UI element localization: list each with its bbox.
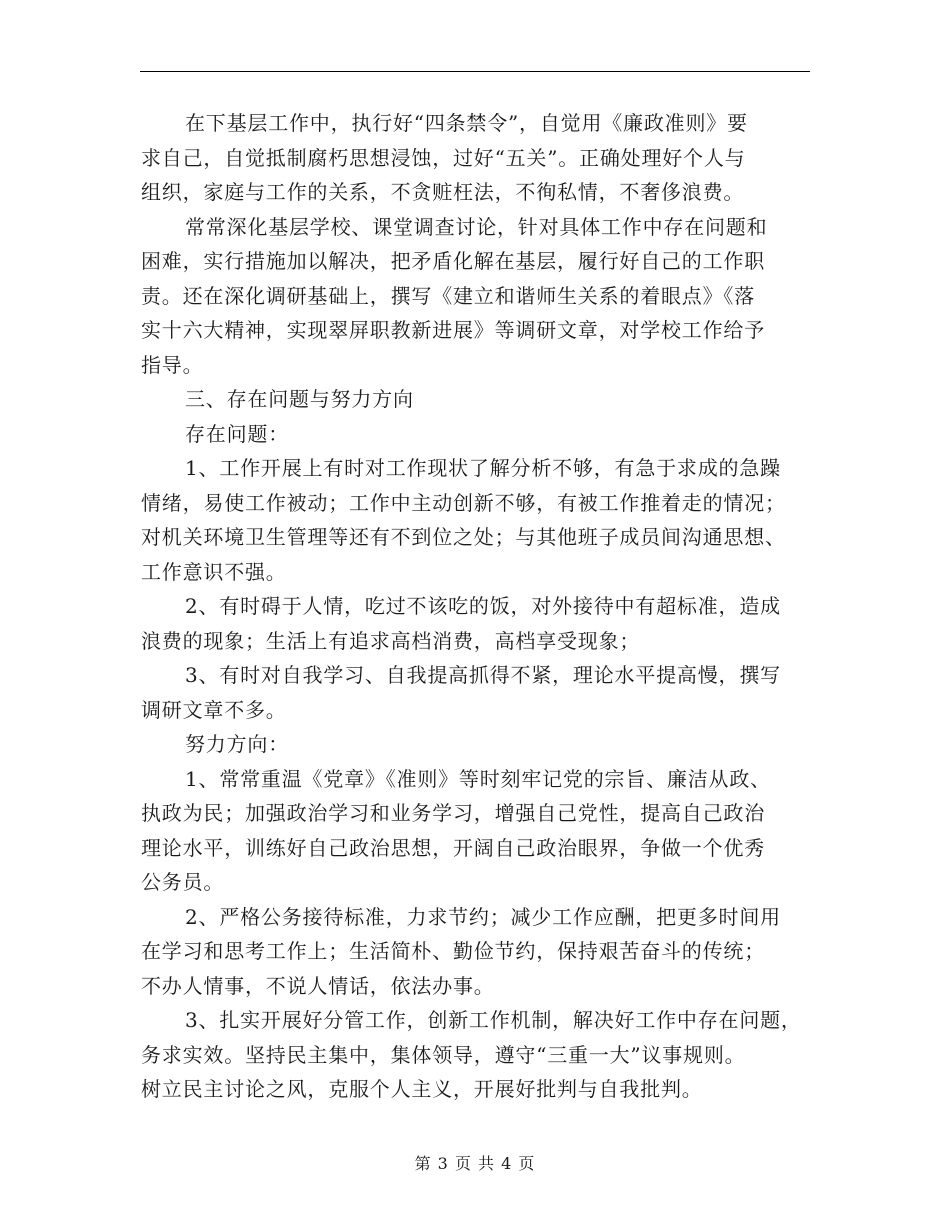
text-line: 三、存在问题与努力方向 bbox=[185, 387, 414, 411]
text-line: 务求实效。坚持民主集中，集体领导，遵守“三重一大”议事规则。 bbox=[141, 1042, 746, 1067]
text-line: 情绪，易使工作被动；工作中主动创新不够，有被工作推着走的情况； bbox=[141, 490, 786, 515]
text-line: 浪费的现象；生活上有追求高档消费，高档享受现象； bbox=[141, 628, 641, 653]
text-line: 在下基层工作中，执行好“四条禁令”，自觉用《廉政准则》要 bbox=[185, 111, 748, 135]
text-line: 理论水平，训练好自己政治思想，开阔自己政治眼界，争做一个优秀 bbox=[141, 835, 765, 860]
text-line: 组织，家庭与工作的关系，不贪赃枉法，不徇私情，不奢侈浪费。 bbox=[141, 180, 745, 204]
text-line: 常常深化基层学校、课堂调查讨论，针对具体工作中存在问题和 bbox=[185, 214, 768, 239]
text-line: 实十六大精神，实现翠屏职教新进展》等调研文章，对学校工作给予 bbox=[141, 318, 765, 342]
text-line: 工作意识不强。 bbox=[141, 559, 287, 584]
text-line: 执政为民；加强政治学习和业务学习，增强自己党性，提高自己政治 bbox=[141, 801, 765, 825]
text-line: 责。还在深化调研基础上，撰写《建立和谐师生关系的着眼点》《落 bbox=[141, 283, 755, 308]
text-line: 调研文章不多。 bbox=[141, 697, 287, 722]
text-line: 1、常常重温《党章》《准则》等时刻牢记党的宗旨、廉洁从政、 bbox=[185, 766, 771, 791]
text-line: 树立民主讨论之风，克服个人主义，开展好批判与自我批判。 bbox=[141, 1077, 703, 1101]
text-line: 求自己，自觉抵制腐朽思想浸蚀，过好“五关”。正确处理好个人与 bbox=[141, 145, 746, 170]
text-line: 1、工作开展上有时对工作现状了解分析不够，有急于求成的急躁 bbox=[185, 456, 781, 480]
text-line: 在学习和思考工作上；生活简朴、勤俭节约，保持艰苦奋斗的传统； bbox=[141, 939, 765, 963]
text-line: 2、严格公务接待标准，力求节约；减少工作应酬，把更多时间用 bbox=[185, 904, 781, 929]
text-line: 不办人情事，不说人情话，依法办事。 bbox=[141, 973, 495, 998]
text-line: 对机关环境卫生管理等还有不到位之处；与其他班子成员间沟通思想、 bbox=[141, 525, 786, 549]
text-line: 困难，实行措施加以解决，把矛盾化解在基层，履行好自己的工作职 bbox=[141, 249, 765, 273]
text-line: 努力方向： bbox=[185, 732, 289, 756]
text-line: 指导。 bbox=[141, 352, 204, 377]
document-body bbox=[141, 106, 813, 1107]
text-line: 公务员。 bbox=[141, 870, 225, 894]
text-line: 存在问题： bbox=[185, 421, 289, 446]
text-line: 3、扎实开展好分管工作，创新工作机制，解决好工作中存在问题， bbox=[185, 1008, 802, 1032]
text-line: 3、有时对自我学习、自我提高抓得不紧，理论水平提高慢，撰写 bbox=[185, 663, 781, 687]
text-line: 2、有时碍于人情，吃过不该吃的饭，对外接待中有超标准，造成 bbox=[185, 594, 781, 618]
header-divider bbox=[140, 71, 810, 72]
page-footer: 第 3 页 共 4 页 bbox=[414, 1154, 536, 1173]
